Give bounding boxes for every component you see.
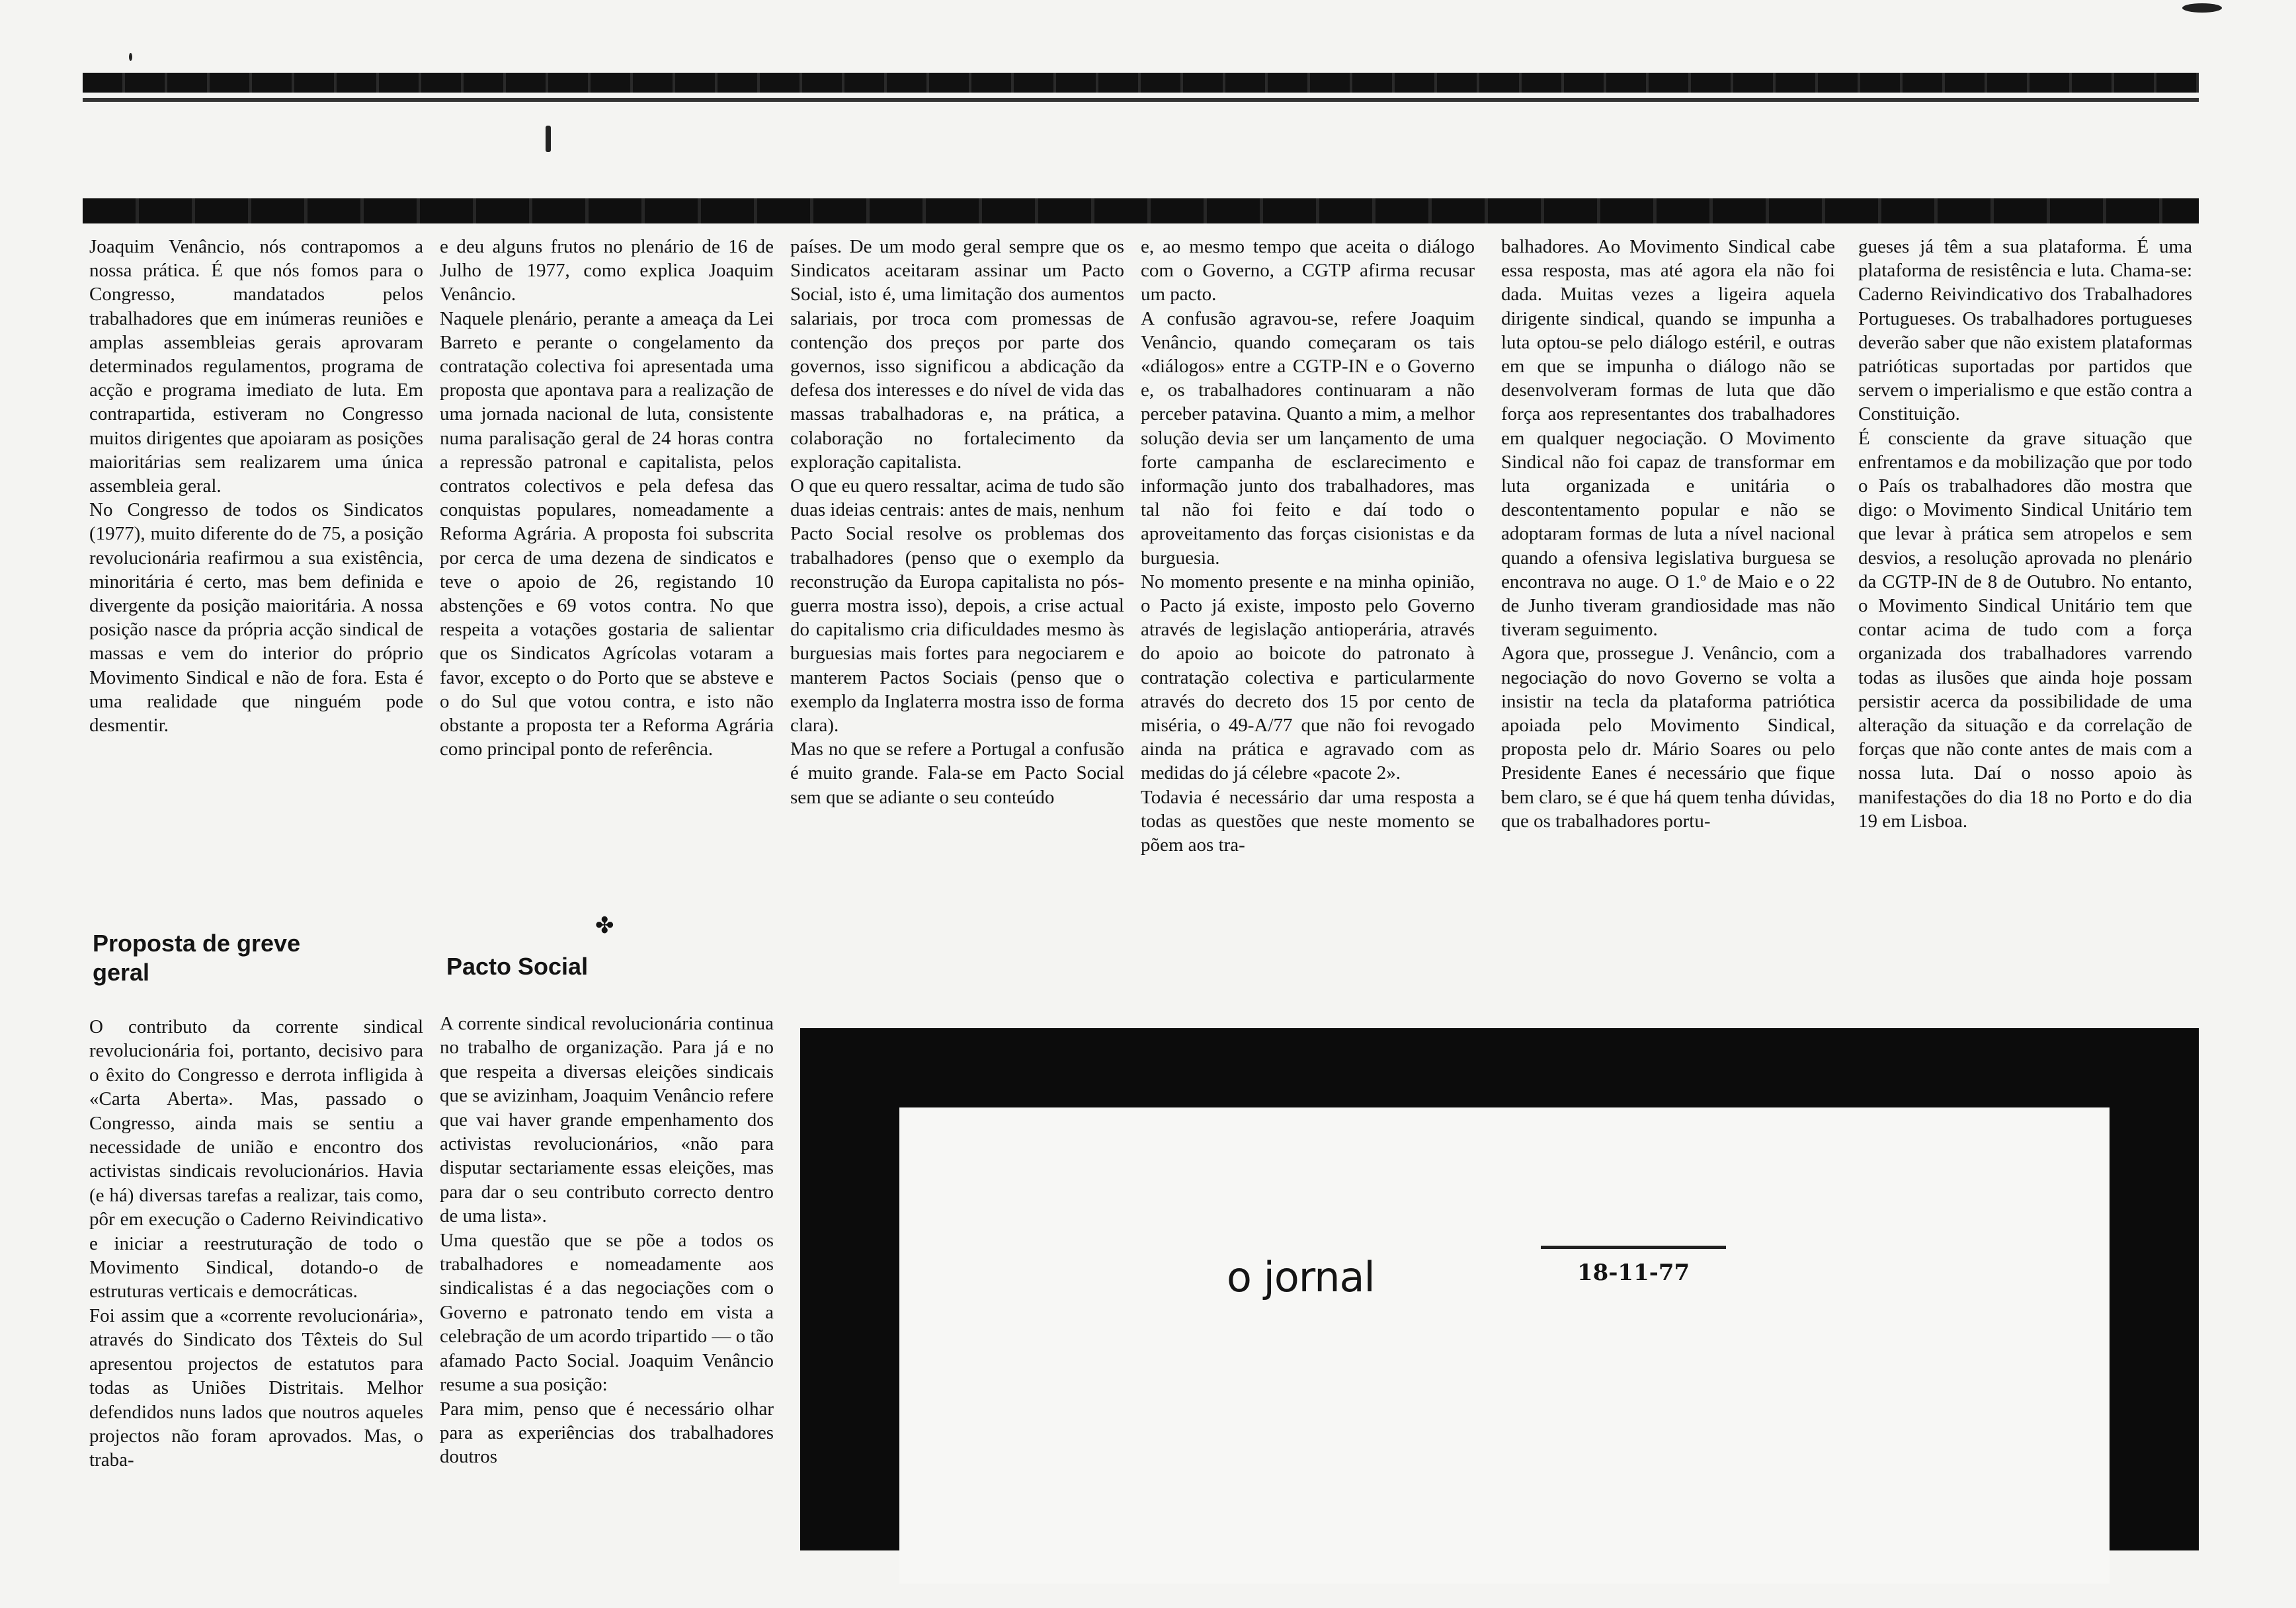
article-column-6: gueses já têm a sua plataforma. É uma plataforma de resistência e luta. Chama-se: Caderno Reivindicativo dos Trabalhadores Portugueses. Os trabalhadores portugueses deverão saber que não existem plataformas patrióticas suportadas por partidos que servem o imperialismo e que estão contra a Constituição. É consciente da grave situação que enfrentamos e da mobilização que por todo o País os trabalhadores dão mostra que digo: o Movimento Sindical Unitário tem que levar à prática sem atropelos e sem desvios, a resolução aprovada no plenário da CGTP-IN de 8 de Outubro. No entanto, o Movimento Sindical Unitário tem que contar acima de tudo com a força organizada dos trabalhadores varrendo todas as ilusões que ainda hoje possam persistir acerca da possibilidade de uma alteração da situação e da correlação de forças que não conte antes de mais com a nossa luta. Daí o nosso apoio às manifestações do dia 18 no Porto e do dia 19 em Lisboa. <box>1858 236 2192 832</box>
scan-speck <box>129 53 132 61</box>
clipping-label-panel <box>899 1107 2110 1584</box>
header-rule <box>83 198 2199 223</box>
scan-speck <box>2182 3 2222 13</box>
subheading-proposta-greve-geral: Proposta de greve geral <box>93 930 301 986</box>
article-column-3: países. De um modo geral sempre que os Sindicatos aceitaram assinar um Pacto Social, isto é, uma limitação dos aumentos salariais, por troca com promessas de contenção dos preços por parte dos governos, isso significou a abdicação da defesa dos interesses e do nível de vida das massas trabalhadoras e, na prática, a colaboração no fortalecimento da exploração capitalista. O que eu quero ressaltar, acima de tudo são duas ideias centrais: antes de mais, nenhum Pacto Social resolve os problemas dos trabalhadores (penso que o exemplo da reconstrução da Europa capitalista no pós-guerra mostra isso), depois, a crise actual do capitalismo cria dificuldades mesmo às burguesias mais fortes para negociarem e manterem Pactos Sociais (penso que o exemplo da Inglaterra mostra isso de forma clara). Mas no que se refere a Portugal a confusão é muito grande. Fala-se em Pacto Social sem que se adiante o seu conteúdo <box>790 236 1124 808</box>
top-rule-thin <box>83 98 2199 102</box>
scan-speck <box>546 126 551 152</box>
subheading-pacto-social: Pacto Social <box>446 953 589 980</box>
article-column-1: Joaquim Venâncio, nós contrapomos a nossa prática. É que nós fomos para o Congresso, mandatados pelos trabalhadores que em inúmeras reuniões e amplas assembleias gerais aprovaram determinados regulamentos, programa de acção e programa imediato de luta. Em contrapartida, estiveram no Congresso muitos dirigentes que apoiaram as posições maioritárias sem realizarem uma única assembleia geral. No Congresso de todos os Sindicatos (1977), muito diferente do de 75, a posição revolucionária reafirmou a sua existência, minoritária é certo, mas bem definida e divergente da posição maioritária. A nossa posição nasce da própria acção sindical de massas e vem do interior do próprio Movimento Sindical e não de fora. Esta é uma realidade que ninguém pode desmentir. <box>89 236 423 737</box>
article-column-4: e, ao mesmo tempo que aceita o diálogo com o Governo, a CGTP afirma recusar um pacto. A confusão agravou-se, refere Joaquim Venâncio, quando começaram os tais «diálogos» entre a CGTP-IN e o Governo e, os trabalhadores continuaram a não perceber patavina. Quanto a mim, a melhor solução devia ser um lançamento de uma forte campanha de esclarecimento e informação junto dos trabalhadores, mas tal não foi feito e daí todo o aproveitamento das forças cisionistas e da burguesia. No momento presente e na minha opinião, o Pacto já existe, imposto pelo Governo através de legislação antioperária, através do apoio ao boicote do patronato à contratação colectiva e particularmente através do decreto dos 15 por cento de miséria, o 49-A/77 que não foi revogado ainda na prática e agravado com as medidas do já célebre «pacote 2». Todavia é necessário dar uma resposta a todas as questões que neste momento se põem aos tra- <box>1141 236 1475 856</box>
ornament-icon: ✤ <box>595 914 614 938</box>
article-column-1-lower: O contributo da corrente sindical revolucionária foi, portanto, decisivo para o êxito do Congresso e derrota infligida à «Carta Aberta». Mas, passado o Congresso, ainda mais se sentiu a necessidade de união e encontro dos activistas sindicais revolucionários. Havia (e há) diversas tarefas a realizar, tais como, pôr em execução o Caderno Reivindicativo e iniciar a reestruturação de todo o Movimento Sindical, dotando-o de estruturas verticais e democráticas. Foi assim que a «corrente revolucionária», através do Sindicato dos Têxteis do Sul apresentou projectos de estatutos para todas as Uniões Distritais. Melhor defendidos nuns lados que noutros aqueles projectos não foram aprovados. Mas, o traba- <box>89 1016 423 1471</box>
date-rule <box>1541 1246 1726 1249</box>
publication-date: 18-11-77 <box>1577 1260 1690 1286</box>
newspaper-masthead: o jornal <box>1227 1253 1375 1301</box>
article-column-2: e deu alguns frutos no plenário de 16 de Julho de 1977, como explica Joaquim Venâncio. Naquele plenário, perante a ameaça da Lei Barreto e perante o congelamento da contratação colectiva foi apresentada uma proposta que apontava para a realização de uma jornada nacional de luta, consistente numa paralisação geral de 24 horas contra a repressão patronal e capitalista, pelos contratos colectivos e pela defesa das conquistas populares, nomeadamente a Reforma Agrária. A proposta foi subscrita por cerca de uma dezena de sindicatos e teve o apoio de 26, registando 10 abstenções e 69 votos contra. No que respeita a votações gostaria de salientar que os Sindicatos Agrícolas votaram a favor, excepto o do Porto que se absteve e o do Sul que votou contra, e isto não obstante a proposta ter a Reforma Agrária como principal ponto de referência. <box>440 236 774 760</box>
top-rule <box>83 73 2199 93</box>
article-column-5: balhadores. Ao Movimento Sindical cabe essa resposta, mas até agora ela não foi dada. Muitas vezes a ligeira aquela dirigente sindical, quando se impunha a luta optou-se pelo diálogo estéril, e outras em que se impunha o diálogo não se desenvolveram formas de luta que dão força aos representantes dos trabalhadores em qualquer negociação. O Movimento Sindical não foi capaz de transformar em luta organizada e unitária o descontentamento popular e não se adoptaram formas de luta a nível nacional quando a ofensiva legislativa burguesa se encontrava no auge. O 1.º de Maio e o 22 de Junho tiveram grandiosidade mas não tiveram seguimento. Agora que, prossegue J. Venâncio, com a negociação do novo Governo se volta a insistir na tecla da plataforma patriótica apoiada pelo Movimento Sindical, proposta pelo dr. Mário Soares ou pelo Presidente Eanes é necessário que fique bem claro, se é que há quem tenha dúvidas, que os trabalhadores portu- <box>1501 236 1835 832</box>
article-column-2-lower: A corrente sindical revolucionária continua no trabalho de organização. Para já e no que respeita a diversas eleições sindicais que se avizinham, Joaquim Venâncio refere que vai haver grande empenhamento dos activistas revolucionários, «não para disputar sectariamente essas eleições, mas para dar o seu contributo correcto dentro de uma lista». Uma questão que se põe a todos os trabalhadores e nomeadamente aos sindicalistas é a das negociações com o Governo e patronato tendo em vista a celebração de um acordo tripartido — o tão afamado Pacto Social. Joaquim Venâncio resume a sua posição: Para mim, penso que é necessário olhar para as experiências dos trabalhadores doutros <box>440 1013 774 1468</box>
